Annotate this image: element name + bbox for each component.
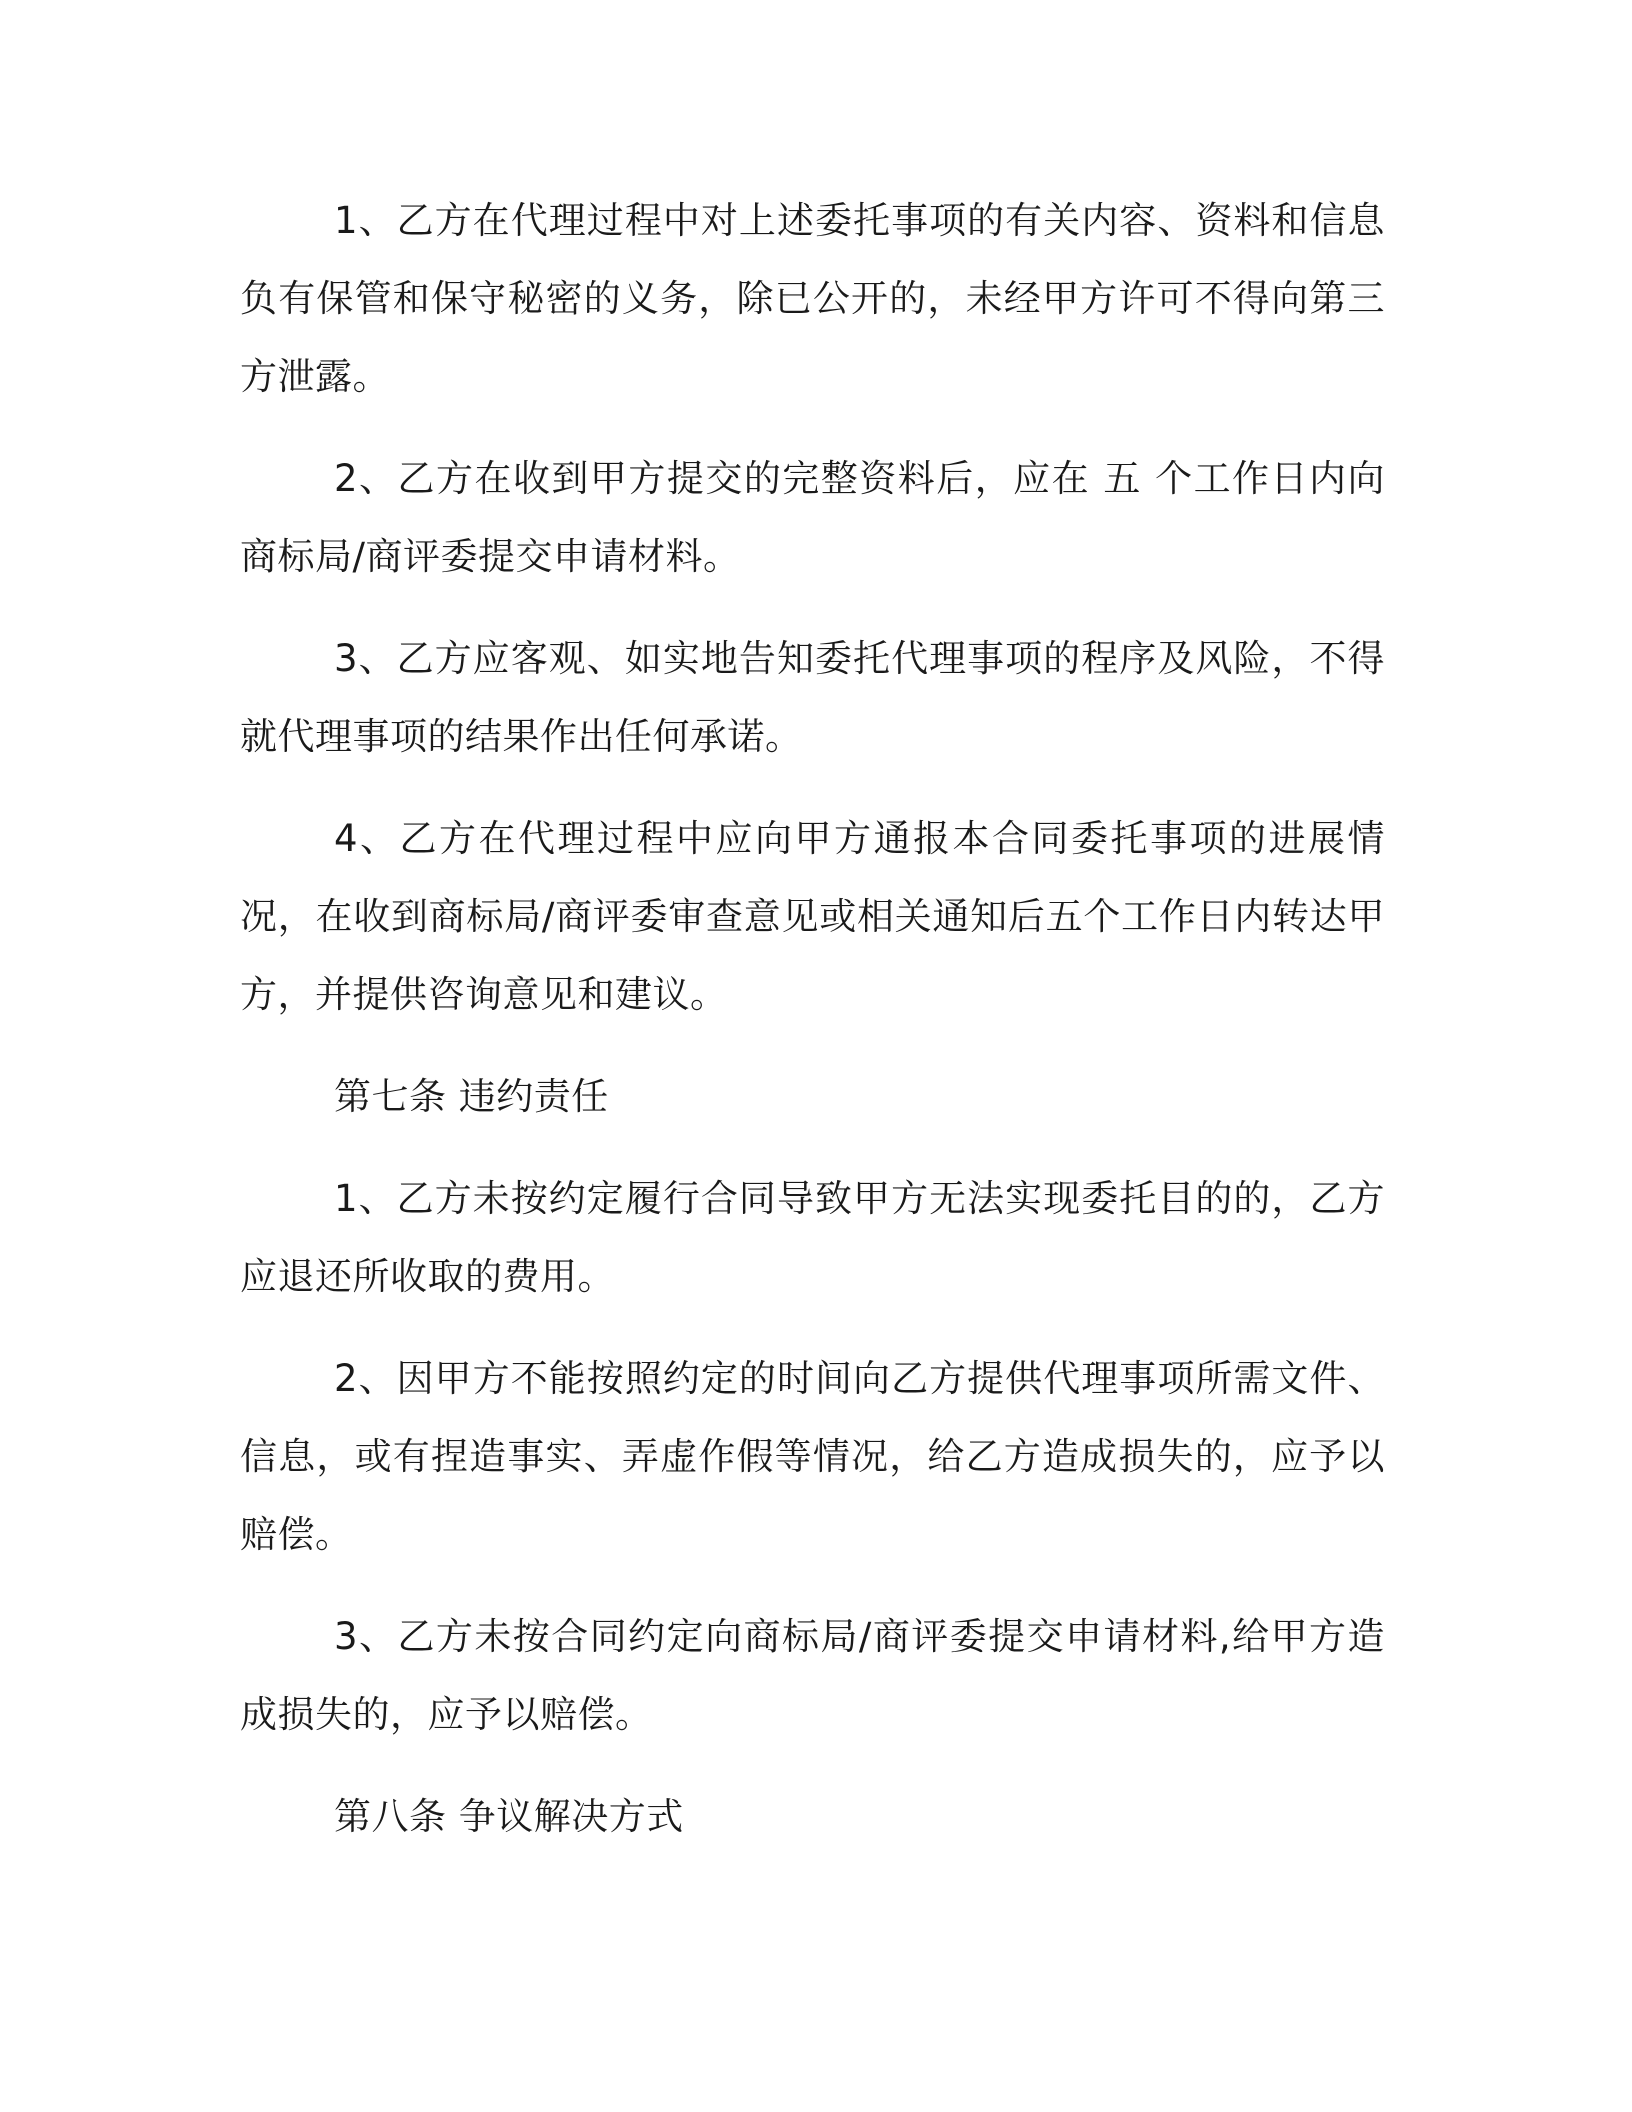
article-heading: 第七条 违约责任 [334, 1075, 609, 1118]
clause-paragraph: 1、乙方未按约定履行合同导致甲方无法实现委托目的的，乙方应退还所收取的费用。 [240, 1177, 1385, 1298]
clause-paragraph: 1、乙方在代理过程中对上述委托事项的有关内容、资料和信息负有保管和保守秘密的义务，除已公开的，未经甲方许可不得向第三方泄露。 [240, 199, 1385, 398]
clause-paragraph: 3、乙方未按合同约定向商标局/商评委提交申请材料,给甲方造成损失的，应予以赔偿。 [240, 1615, 1385, 1736]
clause-paragraph: 4、乙方在代理过程中应向甲方通报本合同委托事项的进展情况，在收到商标局/商评委审查意见或相关通知后五个工作日内转达甲方，并提供咨询意见和建议。 [240, 817, 1385, 1016]
document-body [240, 182, 1385, 1880]
article-heading: 第八条 争议解决方式 [334, 1795, 684, 1838]
clause-paragraph: 2、因甲方不能按照约定的时间向乙方提供代理事项所需文件、信息，或有捏造事实、弄虚作假等情况，给乙方造成损失的，应予以赔偿。 [240, 1357, 1385, 1556]
clause-paragraph: 3、乙方应客观、如实地告知委托代理事项的程序及风险，不得就代理事项的结果作出任何承诺。 [240, 637, 1385, 758]
clause-paragraph: 2、乙方在收到甲方提交的完整资料后，应在 五 个工作日内向商标局/商评委提交申请材料。 [240, 457, 1385, 578]
